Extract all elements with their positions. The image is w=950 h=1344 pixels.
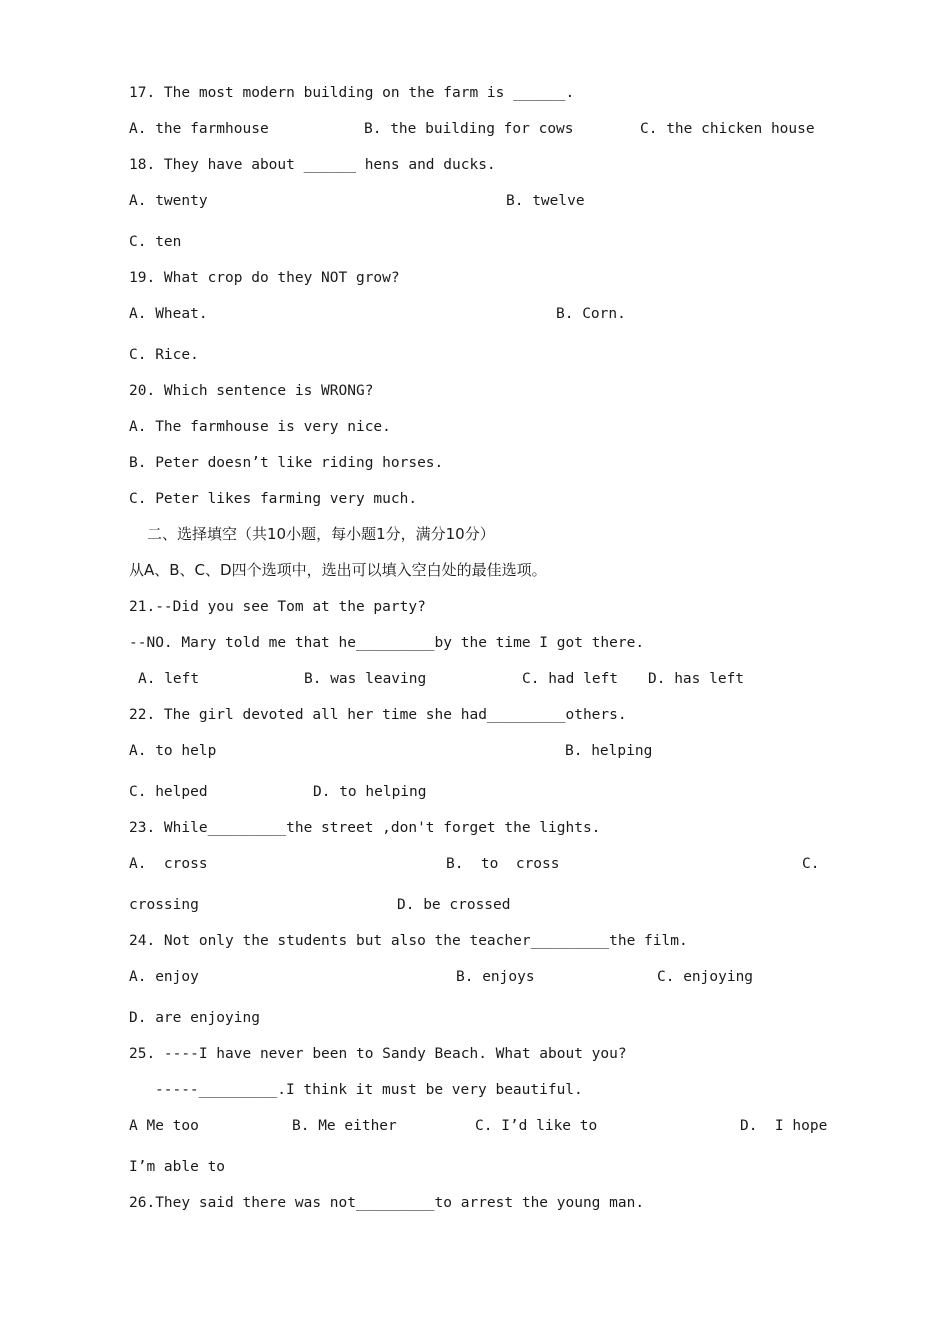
question-17-stem: 17. The most modern building on the farm is ______. xyxy=(129,85,575,101)
question-20-option-c: C. Peter likes farming very much. xyxy=(129,491,418,507)
question-21-option-a: A. left xyxy=(138,671,200,687)
question-21-stem-2: --NO. Mary told me that he_________by the time I got there. xyxy=(129,635,645,651)
question-18-option-a: A. twenty xyxy=(129,193,208,209)
question-21-option-c: C. had left xyxy=(522,671,619,687)
question-24-option-d: D. are enjoying xyxy=(129,1010,260,1026)
question-20-option-a: A. The farmhouse is very nice. xyxy=(129,419,391,435)
question-24-option-c: C. enjoying xyxy=(657,969,754,985)
question-22-option-b: B. helping xyxy=(565,743,653,759)
question-20-option-b: B. Peter doesn’t like riding horses. xyxy=(129,455,444,471)
question-24-stem: 24. Not only the students but also the teacher_________the film. xyxy=(129,933,688,949)
question-25-option-a: A Me too xyxy=(129,1118,199,1134)
question-21-option-b: B. was leaving xyxy=(304,671,427,687)
question-24-option-b: B. enjoys xyxy=(456,969,535,985)
question-22-option-d: D. to helping xyxy=(313,784,427,800)
question-25-option-b: B. Me either xyxy=(292,1118,397,1134)
question-19-stem: 19. What crop do they NOT grow? xyxy=(129,270,400,286)
question-23-option-c-text: crossing xyxy=(129,897,199,913)
question-23-option-b: B. to cross xyxy=(446,856,560,872)
question-22-option-a: A. to help xyxy=(129,743,217,759)
question-18-stem: 18. They have about ______ hens and ducks. xyxy=(129,157,496,173)
section-2-instructions: 从A、B、C、D四个选项中，选出可以填入空白处的最佳选项。 xyxy=(129,561,547,579)
question-20-stem: 20. Which sentence is WRONG? xyxy=(129,383,374,399)
question-25-option-d-continued: I’m able to xyxy=(129,1159,226,1175)
question-25-stem: 25. ----I have never been to Sandy Beach. What about you? xyxy=(129,1046,627,1062)
question-21-option-d: D. has left xyxy=(648,671,745,687)
question-23-option-d: D. be crossed xyxy=(397,897,511,913)
question-22-stem: 22. The girl devoted all her time she had_________others. xyxy=(129,707,627,723)
question-18-option-b: B. twelve xyxy=(506,193,585,209)
question-23-option-a: A. cross xyxy=(129,856,208,872)
question-25-stem-2: -----_________.I think it must be very beautiful. xyxy=(155,1082,583,1098)
question-19-option-a: A. Wheat. xyxy=(129,306,208,322)
question-19-option-c: C. Rice. xyxy=(129,347,199,363)
section-2-title: 二、选择填空（共10小题，每小题1分，满分10分） xyxy=(147,525,495,543)
question-23-option-c-letter: C. xyxy=(802,856,820,872)
question-18-option-c: C. ten xyxy=(129,234,182,250)
question-26-stem: 26.They said there was not_________to arrest the young man. xyxy=(129,1195,645,1211)
question-24-option-a: A. enjoy xyxy=(129,969,199,985)
question-21-stem: 21.--Did you see Tom at the party? xyxy=(129,599,426,615)
question-25-option-c: C. I’d like to xyxy=(475,1118,598,1134)
question-17-option-b: B. the building for cows xyxy=(364,121,574,137)
question-23-stem: 23. While_________the street ,don't forget the lights. xyxy=(129,820,601,836)
question-22-option-c: C. helped xyxy=(129,784,208,800)
question-25-option-d: D. I hope xyxy=(740,1118,828,1134)
question-19-option-b: B. Corn. xyxy=(556,306,626,322)
question-17-option-c: C. the chicken house xyxy=(640,121,815,137)
question-17-option-a: A. the farmhouse xyxy=(129,121,269,137)
